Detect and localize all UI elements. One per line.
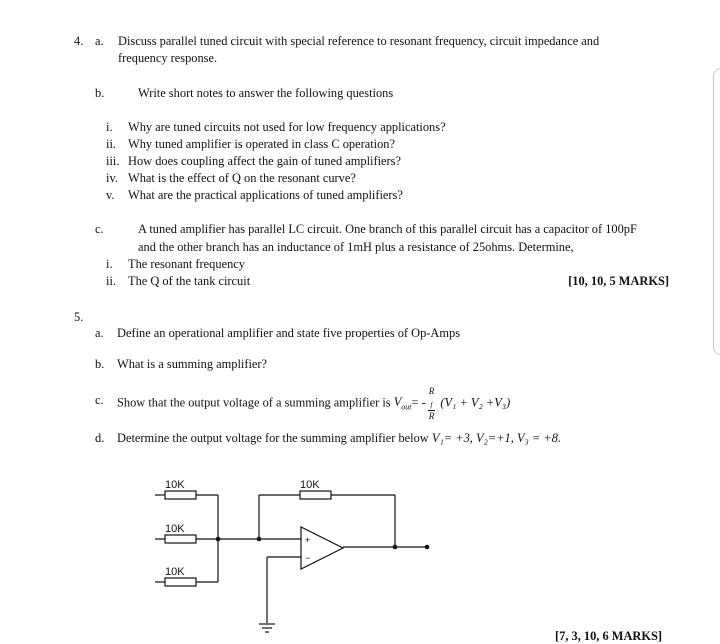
fraction-numerator	[428, 386, 436, 411]
q4c-item-text: The Q of the tank circuit	[128, 274, 251, 288]
rf-label: 10K	[300, 479, 320, 491]
q4c-item-num: ii.	[106, 274, 116, 288]
plus-sign: +	[305, 535, 311, 545]
q4-marks: [10, 10, 5 MARKS]	[568, 274, 669, 288]
minus-sign: −	[305, 553, 311, 563]
fraction-num-sub: f	[430, 400, 433, 409]
resistor-r3	[165, 578, 196, 586]
q4b-item-num: i.	[106, 120, 113, 134]
r1-label: 10K	[165, 479, 185, 491]
q5b-text: What is a summing amplifier?	[117, 357, 268, 371]
output-terminal	[425, 545, 430, 550]
q5-number: 5.	[74, 310, 84, 324]
r2-label: 10K	[165, 523, 185, 535]
q4b-text: Write short notes to answer the following questions	[138, 86, 394, 100]
q4c-label: c.	[95, 222, 104, 236]
resistor-r2	[165, 535, 196, 543]
vout-formula	[393, 395, 412, 412]
formula-lhs: V	[393, 395, 402, 410]
q4c-item-num: i.	[106, 257, 113, 271]
q5d-values: V₁= +3, V₂=+1, V₃ = +8.	[431, 431, 562, 445]
q4b-item-num: ii.	[106, 137, 116, 151]
q5-marks: [7, 3, 10, 6 MARKS]	[555, 629, 663, 643]
q4b-item-text: How does coupling affect the gain of tuned amplifiers?	[128, 154, 401, 168]
formula-eq: = -	[411, 395, 426, 410]
q5a-text: Define an operational amplifier and state five properties of Op-Amps	[117, 326, 461, 340]
formula-fraction	[428, 386, 436, 421]
formula-lhs-sub: out	[401, 402, 412, 412]
q4b-item-num: v.	[106, 188, 115, 202]
q4b-item-text: What is the effect of Q on the resonant curve?	[128, 171, 356, 185]
q4b-item-text: Why tuned amplifier is operated in class C operation?	[128, 137, 396, 151]
junction-dot	[393, 545, 398, 550]
scrollbar-edge[interactable]	[713, 68, 720, 355]
q4c-line1: A tuned amplifier has parallel LC circuit. One branch of this parallel circuit has a capacitor of 100pF	[138, 222, 637, 236]
q5c-label: c.	[95, 393, 104, 407]
q5c-text: Show that the output voltage of a summing amplifier is	[117, 395, 391, 410]
q4c-line2: and the other branch has an inductance of 1mH plus a resistance of 25ohms. Determine,	[138, 240, 574, 254]
q4b-item-text: What are the practical applications of tuned amplifiers?	[128, 188, 403, 202]
q4b-label: b.	[95, 86, 105, 100]
summing-amplifier-circuit	[150, 475, 450, 637]
q4a-label: a.	[95, 34, 104, 48]
q4b-item-num: iii.	[106, 154, 120, 168]
q4b-item-text: Why are tuned circuits not used for low frequency applications?	[128, 120, 446, 134]
junction-dot	[216, 537, 221, 542]
r3-label: 10K	[165, 566, 185, 578]
q5c-line	[117, 386, 510, 422]
q4c-item-text: The resonant frequency	[128, 257, 245, 271]
resistor-rf	[300, 491, 331, 499]
junction-dot	[257, 537, 262, 542]
q4a-line2: frequency response.	[118, 51, 218, 65]
formula-rhs: (V₁ + V₂ +V₃)	[440, 395, 511, 410]
q5d-line	[117, 431, 561, 446]
resistor-r1	[165, 491, 196, 499]
q5b-label: b.	[95, 357, 105, 371]
fraction-num-r: R	[428, 386, 435, 396]
q4b-item-num: iv.	[106, 171, 118, 185]
q5a-label: a.	[95, 326, 104, 340]
q5d-label: d.	[95, 431, 105, 445]
q4a-line1: Discuss parallel tuned circuit with special reference to resonant frequency, circuit impedance and	[118, 34, 600, 48]
fraction-denominator: R	[428, 410, 435, 421]
q5d-text: Determine the output voltage for the summing amplifier below	[117, 431, 429, 445]
q4-number: 4.	[74, 34, 84, 48]
